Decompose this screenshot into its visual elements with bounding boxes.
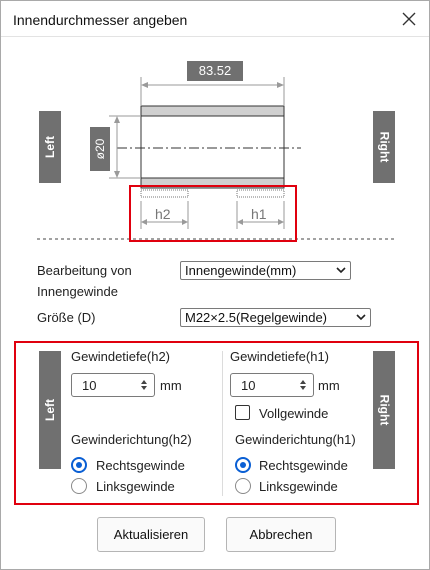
spinner-arrows-icon[interactable] (299, 379, 307, 391)
length-value: 83.52 (198, 63, 232, 78)
depth-h1-input[interactable]: 10 (230, 373, 314, 397)
bearbeitung-select[interactable]: Innengewinde(mm) (180, 261, 351, 280)
direction-h2-label: Gewinderichtung(h2) (71, 432, 192, 447)
radio-rechtsgewinde-h1[interactable] (235, 457, 251, 473)
radio-linksgewinde-h2[interactable] (71, 478, 87, 494)
groesse-label: Größe (D) (37, 310, 96, 325)
title-bar (1, 1, 429, 37)
spinner-arrows-icon[interactable] (140, 379, 148, 391)
close-button[interactable] (389, 1, 429, 37)
dia-arrow-bottom (114, 171, 120, 178)
radio-linksgewinde-h1[interactable] (235, 478, 251, 494)
thread-zone-highlight (129, 185, 297, 242)
cancel-button[interactable]: Abbrechen (226, 517, 336, 552)
left-side-button[interactable]: Left (39, 351, 61, 469)
direction-h1-label: Gewinderichtung(h1) (235, 432, 356, 447)
vollgewinde-checkbox[interactable] (235, 405, 250, 420)
panel-divider (222, 351, 223, 496)
h1-label: h1 (251, 206, 267, 222)
depth-h1-label: Gewindetiefe(h1) (230, 349, 329, 364)
close-icon (401, 11, 417, 27)
h2-label: h2 (155, 206, 171, 222)
rechtsgewinde-h1-label: Rechtsgewinde (259, 458, 348, 473)
dia-arrow-top (114, 116, 120, 123)
depth-h2-label: Gewindetiefe(h2) (71, 349, 170, 364)
radio-rechtsgewinde-h2[interactable] (71, 457, 87, 473)
linksgewinde-h2-label: Linksgewinde (96, 479, 175, 494)
right-side-button[interactable]: Right (373, 351, 395, 469)
depth-h2-input[interactable]: 10 (71, 373, 155, 397)
update-button[interactable]: Aktualisieren (97, 517, 205, 552)
bearbeitung-label: Bearbeitung von (37, 263, 132, 278)
left-view-button[interactable]: Left (39, 111, 61, 183)
diameter-value: ø20 (93, 138, 107, 160)
depth-h2-unit: mm (160, 378, 182, 393)
groesse-select[interactable]: M22×2.5(Regelgewinde) (180, 308, 371, 327)
rechtsgewinde-h2-label: Rechtsgewinde (96, 458, 185, 473)
tube-top-wall (141, 106, 284, 116)
linksgewinde-h1-label: Linksgewinde (259, 479, 338, 494)
depth-h1-unit: mm (318, 378, 340, 393)
dim-arrow-left (141, 82, 148, 88)
chevron-down-icon (356, 312, 366, 322)
dim-arrow-right (277, 82, 284, 88)
dialog-title: Innendurchmesser angeben (13, 12, 188, 28)
vollgewinde-label: Vollgewinde (259, 406, 329, 421)
right-view-button[interactable]: Right (373, 111, 395, 183)
chevron-down-icon (336, 265, 346, 275)
bearbeitung-label-2: Innengewinde (37, 284, 118, 299)
